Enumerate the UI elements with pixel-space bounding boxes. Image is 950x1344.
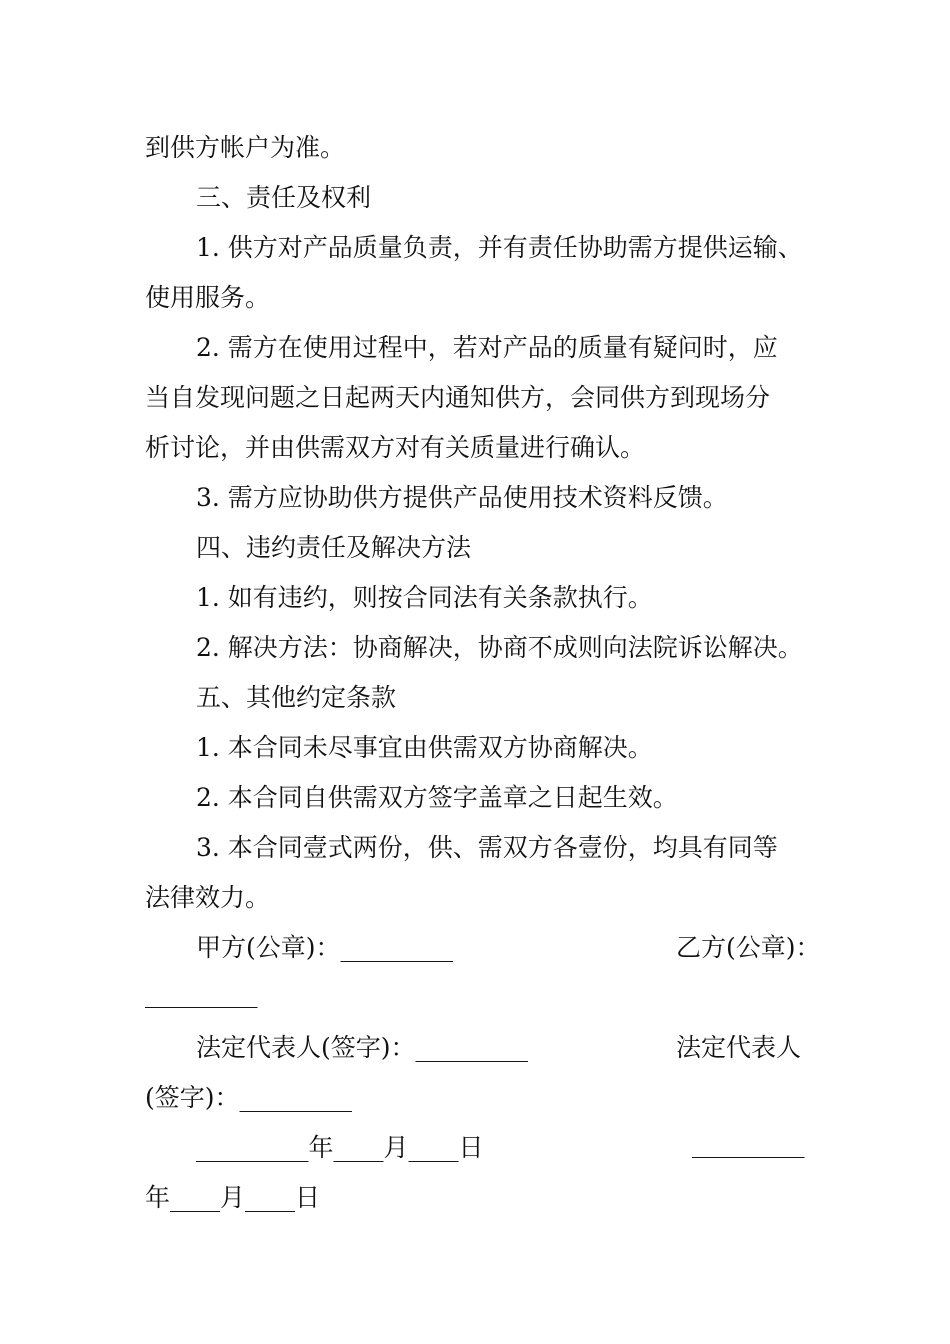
paragraph-line: 1. 如有违约，则按合同法有关条款执行。 xyxy=(196,583,653,612)
paragraph-line: 3. 需方应协助供方提供产品使用技术资料反馈。 xyxy=(196,483,728,512)
paragraph-line: 1. 本合同未尽事宜由供需双方协商解决。 xyxy=(196,733,653,762)
section-heading: 四、违约责任及解决方法 xyxy=(196,533,472,562)
paragraph-line: 2. 需方在使用过程中，若对产品的质量有疑问时，应 xyxy=(196,333,778,362)
paragraph-line: 2. 解决方法：协商解决，协商不成则向法院诉讼解决。 xyxy=(196,633,803,662)
date-b: 年____月____日 xyxy=(145,1183,321,1212)
paragraph-line: 到供方帐户为准。 xyxy=(145,133,346,162)
legal-rep-b: 法定代表人 xyxy=(676,1033,802,1062)
party-b-seal-blank: _________ xyxy=(145,979,258,1008)
paragraph-line: 3. 本合同壹式两份，供、需双方各壹份，均具有同等 xyxy=(196,833,778,862)
paragraph-line: 2. 本合同自供需双方签字盖章之日起生效。 xyxy=(196,783,678,812)
paragraph-line: 析讨论，并由供需双方对有关质量进行确认。 xyxy=(145,433,646,462)
paragraph-line: 法律效力。 xyxy=(145,883,271,912)
legal-rep-b-continued: (签字)：_________ xyxy=(145,1083,353,1112)
party-b-seal: 乙方(公章)： xyxy=(676,933,821,962)
date-b-blank: _________ xyxy=(692,1129,805,1158)
legal-rep-a: 法定代表人(签字)：_________ xyxy=(196,1033,529,1062)
section-heading: 三、责任及权利 xyxy=(196,183,372,212)
party-a-seal: 甲方(公章)：_________ xyxy=(196,933,454,962)
paragraph-line: 当自发现问题之日起两天内通知供方，会同供方到现场分 xyxy=(145,383,771,412)
paragraph-line: 1. 供方对产品质量负责，并有责任协助需方提供运输、 xyxy=(196,233,803,262)
section-heading: 五、其他约定条款 xyxy=(196,683,397,712)
paragraph-line: 使用服务。 xyxy=(145,283,271,312)
date-a: _________年____月____日 xyxy=(196,1133,484,1162)
